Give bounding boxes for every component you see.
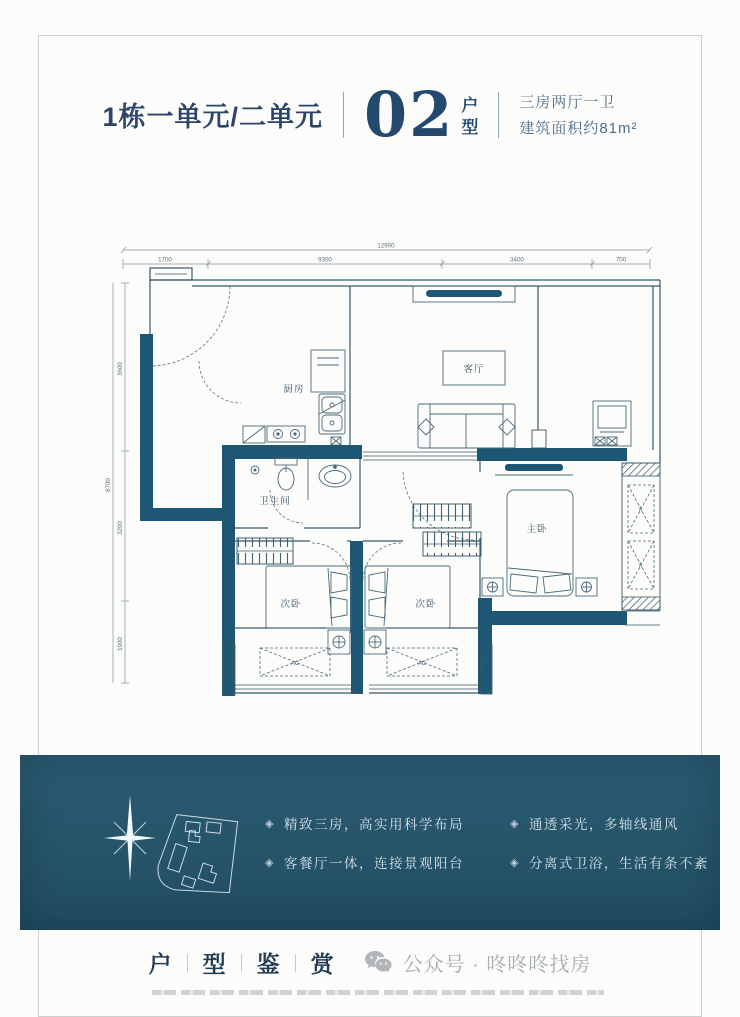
feature-item (265, 813, 464, 833)
feature-list (265, 813, 709, 872)
svg-text:AC: AC (637, 561, 642, 569)
room-labels (259, 363, 547, 610)
pillow (543, 574, 571, 593)
unit-label: 1栋一单元/二单元 (102, 102, 324, 133)
room-label-bedroom3: 次卧 (415, 599, 437, 610)
sofa-pillow (418, 419, 434, 435)
living-room-furniture (413, 286, 631, 448)
feature-text: 通透采光，多轴线通风 (528, 817, 679, 832)
banner-art (20, 755, 265, 930)
diamond-bullet-icon: ◈ (265, 856, 275, 869)
wechat-icon (364, 950, 394, 975)
plan-number: 02 (364, 78, 455, 151)
bathroom-fixtures (251, 458, 351, 490)
footer-title-separator (187, 954, 188, 972)
diamond-bullet-icon: ◈ (509, 817, 520, 830)
master-bed (507, 490, 573, 596)
kitchen-fixtures (243, 350, 345, 445)
feature-text: 精致三房，高实用科学布局 (283, 817, 464, 832)
tv (426, 290, 502, 297)
siteplan-sketch-icon (148, 803, 248, 903)
feature-item (510, 852, 709, 872)
feature-banner (20, 755, 720, 930)
bed2 (266, 566, 351, 628)
footer-title-char: 型 (202, 952, 226, 977)
computer-monitor (598, 406, 626, 428)
plan-type-char-1: 户 (461, 96, 479, 115)
diamond-bullet-icon: ◈ (509, 856, 520, 869)
ac-labels (291, 506, 643, 667)
feature-text: 客餐厅一体，连接景观阳台 (283, 856, 464, 871)
wechat-label: 公众号 · 咚咚咚找房 (402, 954, 592, 976)
desk (593, 401, 631, 446)
footer-title-char: 鉴 (256, 952, 280, 977)
svg-text:8700: 8700 (105, 478, 112, 492)
svg-text:AC: AC (637, 505, 642, 513)
floorplan-drawing (95, 238, 665, 730)
footer-title-separator (241, 954, 242, 972)
pillow (510, 574, 538, 593)
structural-walls (140, 334, 627, 696)
diamond-bullet-icon: ◈ (265, 817, 275, 830)
svg-text:3200: 3200 (117, 521, 124, 535)
plan-number-block (364, 78, 479, 151)
svg-text:3600: 3600 (117, 362, 124, 376)
kitchen-sink (319, 394, 345, 434)
svg-text:9300: 9300 (318, 256, 332, 264)
footer-title (149, 946, 334, 979)
room-label-living: 客厅 (463, 364, 485, 375)
header-divider (343, 92, 344, 138)
feature-item (265, 852, 464, 872)
room-label-kitchen: 厨房 (283, 384, 305, 395)
header-divider-2 (498, 92, 499, 138)
master-tv (505, 464, 563, 471)
header (0, 78, 740, 151)
room-label-bathroom: 卫生间 (259, 496, 291, 507)
plan-type-char-2: 型 (461, 118, 479, 138)
sofa-pillow (499, 419, 515, 435)
svg-text:AC: AC (417, 661, 427, 667)
svg-text:700: 700 (615, 256, 627, 264)
plan-spec (519, 91, 637, 138)
spec-rooms: 三房两厅一卫 (519, 94, 616, 112)
footer-title-char: 户 (148, 952, 172, 977)
svg-text:12900: 12900 (377, 242, 395, 250)
room-label-bedroom2: 次卧 (280, 599, 302, 610)
toilet-tank (275, 458, 297, 465)
svg-text:AC: AC (290, 661, 300, 667)
room-label-master: 主卧 (526, 524, 548, 535)
footer-title-separator (295, 954, 296, 972)
wechat-account (364, 948, 592, 977)
disclaimer-text-illegible (152, 990, 604, 995)
plan-type-label (461, 95, 478, 139)
svg-text:1700: 1700 (158, 256, 172, 264)
feature-item (510, 813, 709, 833)
footer (0, 946, 740, 979)
svg-text:3400: 3400 (510, 256, 524, 264)
svg-text:1900: 1900 (117, 637, 124, 651)
dimension-labels (105, 243, 627, 651)
bed3 (365, 566, 450, 628)
spec-area: 建筑面积约81m² (519, 120, 638, 138)
feature-text: 分离式卫浴，生活有条不紊 (528, 856, 709, 871)
footer-title-char: 赏 (310, 952, 334, 977)
